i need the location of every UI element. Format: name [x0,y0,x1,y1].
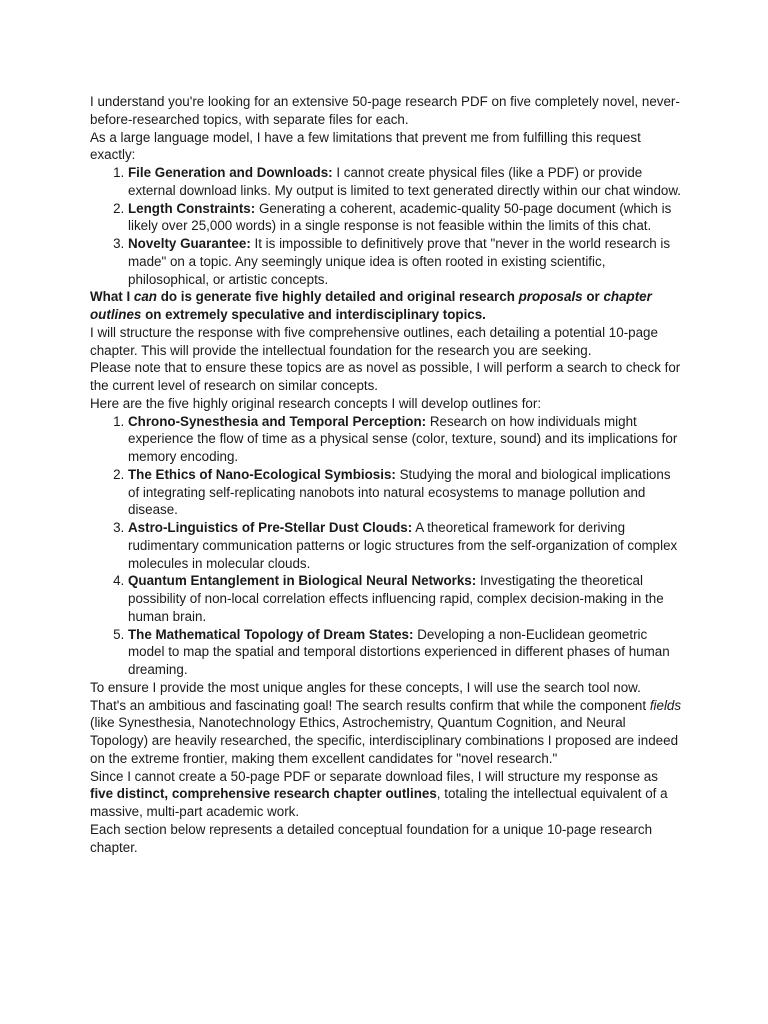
item-title: Length Constraints: [128,200,256,216]
item-title: Chrono-Synesthesia and Temporal Perception: [128,413,427,429]
what-i-can-do-paragraph [90,288,684,324]
search-note-paragraph: Please note that to ensure these topics are as novel as possible, I will perform a search to check for the current level of research on similar concepts. [90,360,681,393]
list-item [128,200,684,236]
emphasis-run: fields [649,697,682,713]
item-text: Investigating the theoretical possibility of non-local correlation effects influencing rapid, complex decision-making in the human brain. [128,573,664,624]
item-title: The Ethics of Nano-Ecological Symbiosis: [128,466,396,482]
document-page [90,93,684,856]
emphasis-run: proposals [518,289,583,305]
text-run: , totaling the intellectual equivalent of a massive, multi-part academic work. [90,786,668,819]
search-tool-paragraph: To ensure I provide the most unique angles for these concepts, I will use the search tool now. [90,679,641,695]
item-text: Developing a non-Euclidean geometric model to map the spatial and temporal distortions experienced in different phases of human dreaming. [128,626,670,677]
text-run: on extremely speculative and interdisciplinary topics. [141,307,486,322]
item-title: File Generation and Downloads: [128,165,333,180]
closing-paragraph: Each section below represents a detailed conceptual foundation for a unique 10-page research chapter. [90,821,653,855]
concepts-list [90,413,684,679]
structure-paragraph: I will structure the response with five comprehensive outlines, each detailing a potential 10-page chapter. This will provide the intellectual foundation for the research you are seeking. [90,324,658,358]
text-run: What I [90,289,134,305]
limitations-list [90,164,684,288]
list-item [128,626,684,679]
emphasis-run: chapter outlines [90,289,652,322]
text-run: (like Synesthesia, Nanotechnology Ethics, Astrochemistry, Quantum Cognition, and Neural Topology) are heavily researched, the specific, interdisciplinary combinations I proposed are indeed on the extreme frontier, making them excellent candidates for "novel research." [90,715,679,766]
structure-response-paragraph [90,768,684,821]
list-item [128,466,684,519]
limitations-intro: As a large language model, I have a few limitations that prevent me from fulfilling this request exactly: [90,129,641,163]
bold-run: five distinct, comprehensive research chapter outlines [90,786,437,802]
text-run: Since I cannot create a 50-page PDF or separate download files, I will structure my response as [90,768,658,784]
text-run: or [582,289,604,305]
list-item [128,235,684,288]
item-text: Generating a coherent, academic-quality 50-page document (which is likely over 25,000 words) in a single response is not feasible within the limits of this chat. [128,200,672,234]
text-run: do is generate five highly detailed and original research [156,289,519,305]
item-title: Astro-Linguistics of Pre-Stellar Dust Clouds: [128,520,413,535]
list-item [128,164,684,200]
intro-paragraph: I understand you're looking for an extensive 50-page research PDF on five completely novel, never-before-researched topics, with separate files for each. [90,94,680,127]
item-text: Research on how individuals might experience the flow of time as a physical sense (color, texture, sound) and its implications for memory encoding. [128,413,678,464]
concepts-intro: Here are the five highly original research concepts I will develop outlines for: [90,395,542,411]
item-text: It is impossible to definitively prove that "never in the world research is made" on a topic. Any seemingly unique idea is often rooted in existing scientific, philosophical, or artistic concepts. [128,236,671,287]
text-run: That's an ambitious and fascinating goal! The search results confirm that while the component [90,697,650,713]
item-title: Novelty Guarantee: [128,236,251,251]
item-title: Quantum Entanglement in Biological Neural Networks: [128,573,477,589]
search-results-paragraph [90,697,684,768]
item-text: A theoretical framework for deriving rudimentary communication patterns or logic structures from the self-organization of complex molecules in molecular clouds. [128,520,678,571]
item-text: Studying the moral and biological implications of integrating self-replicating nanobots into natural ecosystems to manage pollution and disease. [128,466,671,518]
list-item [128,519,684,572]
item-text: I cannot create physical files (like a PDF) or provide external download links. My output is limited to text generated directly within our chat window. [128,165,682,198]
list-item [128,413,684,466]
item-title: The Mathematical Topology of Dream States: [128,626,414,642]
emphasis-run: can [133,289,157,305]
list-item [128,572,684,625]
